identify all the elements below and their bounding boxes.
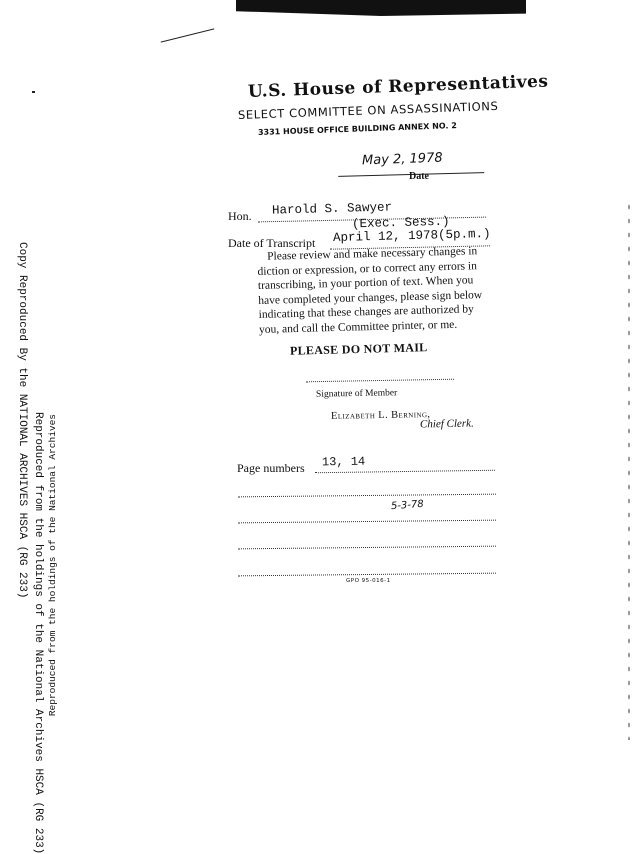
instruction-line: indicating that these changes are authorized by xyxy=(258,303,475,321)
instruction-line: you, and call the Committee printer, or me. xyxy=(258,318,458,336)
page-numbers-field[interactable]: 13, 14 xyxy=(321,454,366,470)
clerk-title: Chief Clerk. xyxy=(419,417,474,431)
do-not-mail-notice: PLEASE DO NOT MAIL xyxy=(289,340,428,358)
hon-label: Hon. xyxy=(228,209,252,223)
blank-entry-line[interactable] xyxy=(238,572,496,577)
handwritten-date: 5-3-78 xyxy=(390,498,425,513)
archive-stamp-line: Copy Reproduced By the NATIONAL ARCHIVES HSCA (RG 233) xyxy=(16,242,28,599)
scan-artifact-mark xyxy=(161,28,215,42)
blank-entry-line[interactable] xyxy=(238,545,496,550)
office-address: 3331 HOUSE OFFICE BUILDING ANNEX NO. 2 xyxy=(257,121,457,137)
date-value[interactable]: May 2, 1978 xyxy=(361,150,443,169)
instruction-line: have completed your changes, please sign below xyxy=(258,288,483,307)
signature-label: Signature of Member xyxy=(315,388,398,400)
blank-entry-line[interactable] xyxy=(238,493,496,498)
instruction-line: Please review and make necessary changes in xyxy=(267,245,478,263)
session-note: (Exec. Sess.) xyxy=(351,214,450,232)
member-name-field[interactable]: Harold S. Sawyer xyxy=(271,200,393,218)
date-label: Date xyxy=(409,171,429,182)
instruction-line: transcribing, in your portion of text. When you xyxy=(257,274,474,292)
letterhead-title: U.S. House of Representatives xyxy=(247,71,549,102)
archive-stamp xyxy=(4,242,62,854)
transcript-date-field[interactable]: April 12, 1978(5p.m.) xyxy=(332,226,491,246)
clerk-name: Elizabeth L. Berning, xyxy=(330,409,431,422)
signature-field[interactable] xyxy=(306,371,454,383)
gpo-code: GPO 95-016-1 xyxy=(346,578,391,584)
page-numbers-label: Page numbers xyxy=(237,461,305,475)
archive-stamp-line: Reproduced from the holdings of the National Archives xyxy=(47,414,58,717)
instruction-line: diction or expression, or to correct any errors in xyxy=(257,259,478,278)
scan-artifact-top xyxy=(236,0,526,16)
instructions-paragraph xyxy=(257,244,491,337)
transcript-date-label: Date of Transcript xyxy=(228,236,316,250)
blank-entry-line[interactable] xyxy=(238,519,496,524)
archive-stamp-line: Reproduced from the holdings of the National Archives HSCA (RG 233) xyxy=(32,412,44,854)
scan-edge-noise xyxy=(626,200,634,740)
scan-artifact-mark xyxy=(32,91,35,93)
committee-name: SELECT COMMITTEE ON ASSASSINATIONS xyxy=(237,98,499,122)
